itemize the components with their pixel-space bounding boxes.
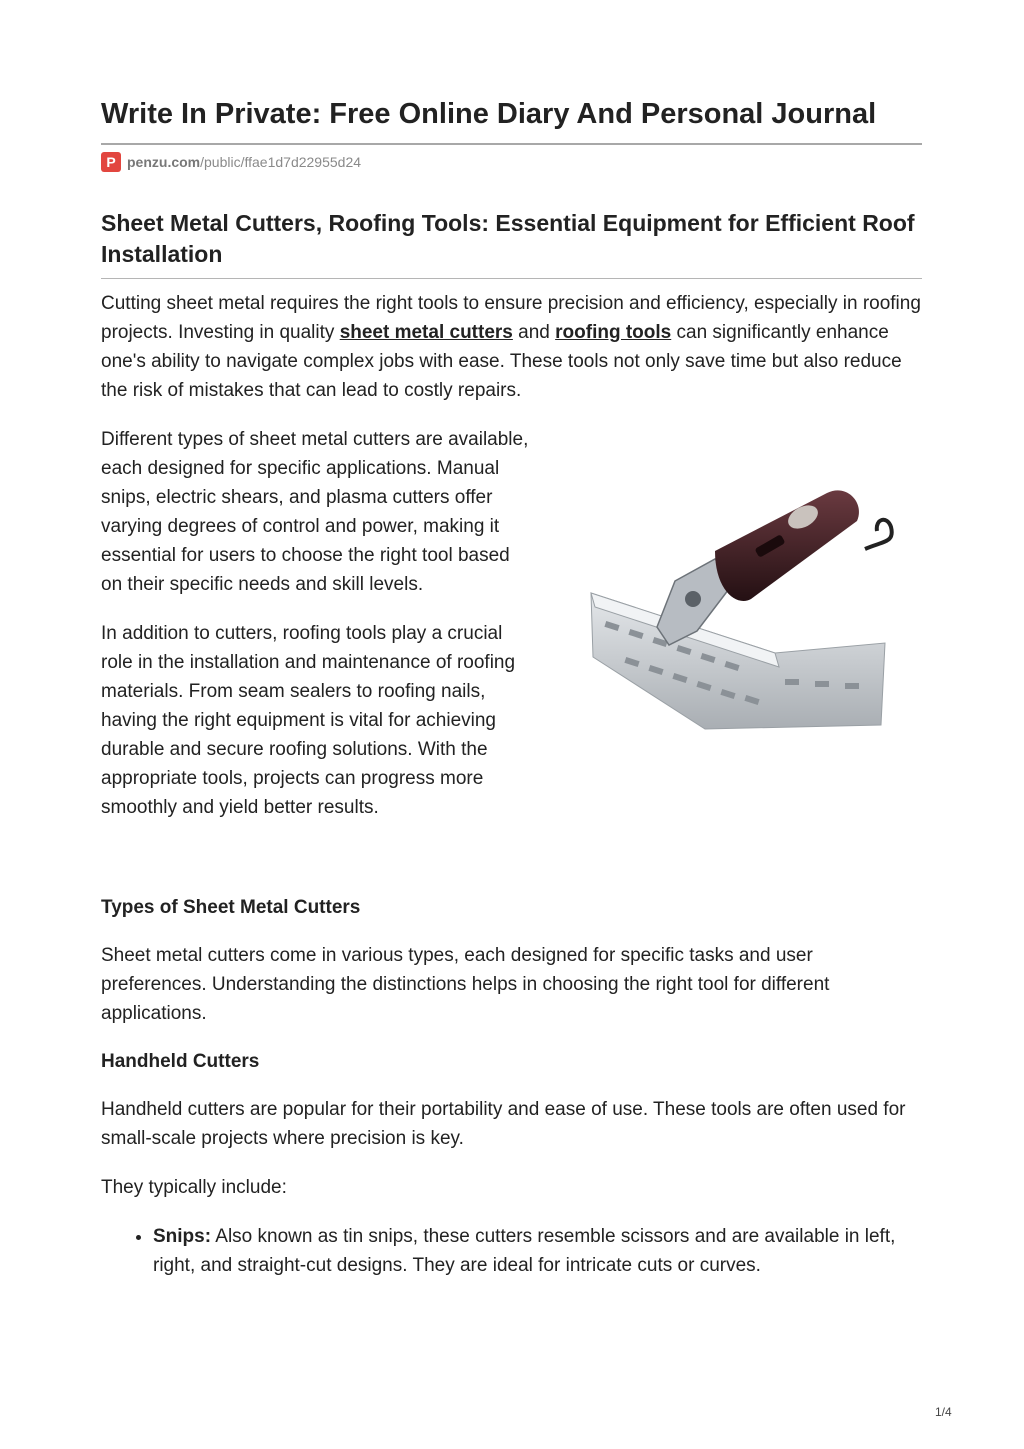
types-heading: Types of Sheet Metal Cutters xyxy=(101,897,361,918)
types-paragraph: Sheet metal cutters come in various types, each designed for specific tasks and user preferences. Understanding the distinctions helps in choosing the right tool for different applications. xyxy=(101,945,830,1024)
source-row xyxy=(101,152,922,172)
sheet-metal-cutters-link[interactable]: sheet metal cutters xyxy=(339,322,513,343)
roofing-tools-link[interactable]: roofing tools xyxy=(555,322,672,343)
list-item xyxy=(153,1222,922,1280)
handheld-heading: Handheld Cutters xyxy=(101,1051,260,1072)
source-path[interactable]: /public/ffae1d7d22955d24 xyxy=(200,154,362,170)
intro-paragraph xyxy=(101,289,922,405)
penzu-logo-icon: P xyxy=(101,152,121,172)
list-item-term: Snips: xyxy=(153,1226,212,1247)
intro-text-middle: and xyxy=(512,322,556,343)
list-item-text: Also known as tin snips, these cutters resemble scissors and are available in left, right, and straight-cut designs. They are ideal for intricate cuts or curves. xyxy=(153,1226,896,1276)
cutter-types-paragraph: Different types of sheet metal cutters are available, each designed for specific applications. Manual snips, electric shears, and plasma cutters offer varying degrees of control and power, making it essential for users to choose the right tool based on their specific needs and skill levels. xyxy=(101,429,529,595)
cutter-list xyxy=(101,1222,922,1280)
handheld-paragraph: Handheld cutters are popular for their portability and ease of use. These tools are often used for small-scale projects where precision is key. xyxy=(101,1099,906,1149)
article-title-divider xyxy=(101,278,922,279)
page-number: 1/4 xyxy=(935,1405,952,1419)
document-page xyxy=(101,96,922,1280)
left-text-column xyxy=(101,425,529,822)
include-paragraph: They typically include: xyxy=(101,1177,287,1198)
electric-shear-image xyxy=(565,431,901,741)
document-title: Write In Private: Free Online Diary And Personal Journal xyxy=(101,98,877,130)
roofing-tools-paragraph: In addition to cutters, roofing tools play a crucial role in the installation and maintenance of roofing materials. From seam sealers to roofing nails, having the right equipment is vital for achieving durable and secure roofing solutions. With the appropriate tools, projects can progress more smoothly and yield better results. xyxy=(101,623,516,818)
title-divider xyxy=(101,143,922,145)
source-domain[interactable]: penzu.com xyxy=(127,154,201,170)
intro-text-before: Cutting sheet metal requires the right tools to ensure precision and efficiency, especially in roofing projects. Investing in quality xyxy=(101,293,921,343)
text-with-image xyxy=(101,425,922,875)
intro-text-after: can significantly enhance one's ability to navigate complex jobs with ease. These tools not only save time but also reduce the risk of mistakes that can lead to costly repairs. xyxy=(101,322,902,401)
article-title: Sheet Metal Cutters, Roofing Tools: Essential Equipment for Efficient Roof Installation xyxy=(101,210,915,267)
